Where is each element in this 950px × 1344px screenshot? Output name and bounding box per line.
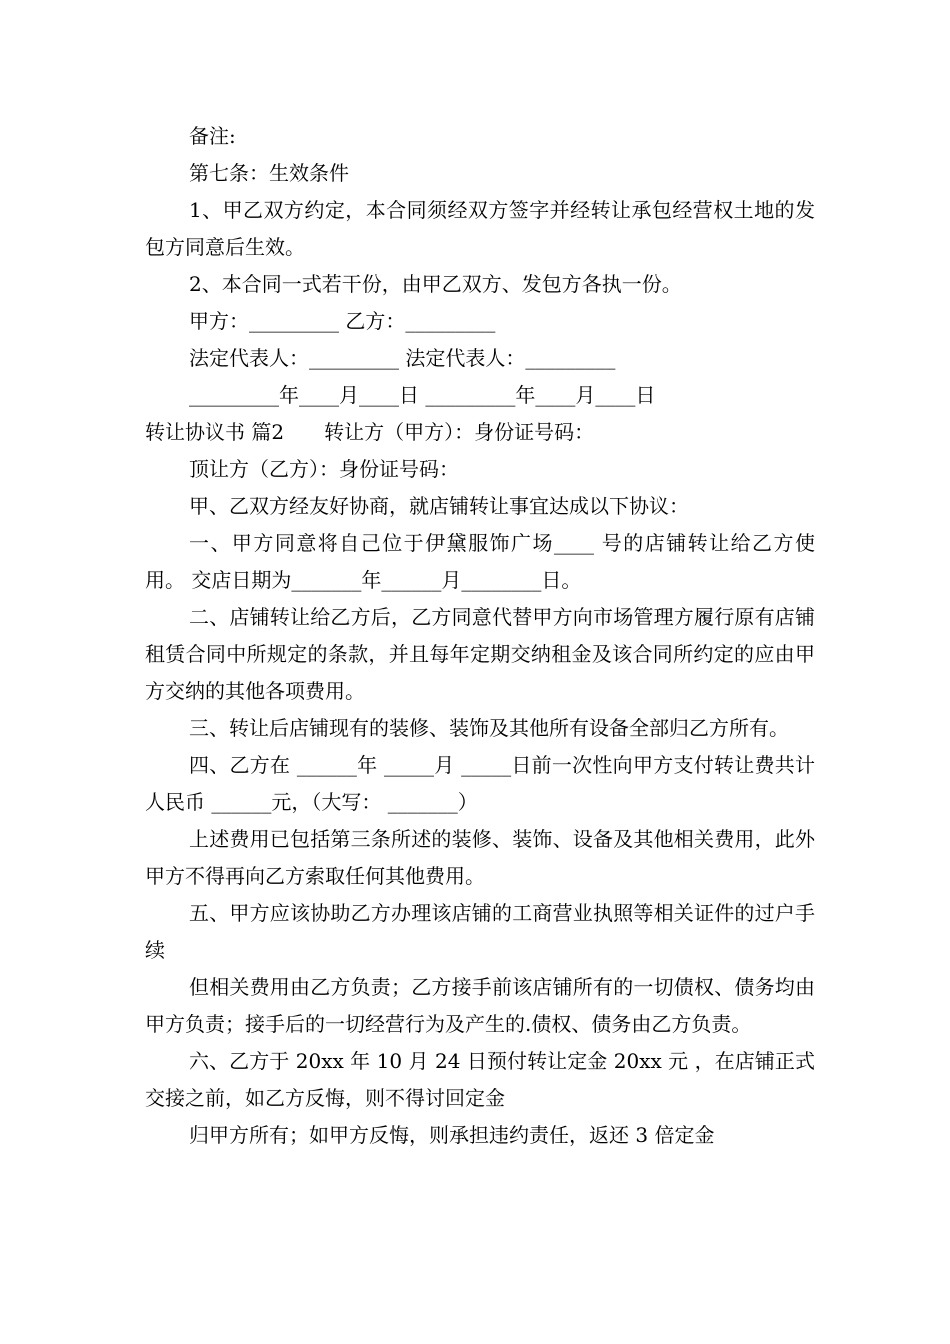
paragraph-transferee: 顶让方（乙方）：身份证号码： bbox=[189, 457, 459, 481]
paragraph-clause-1: 一、甲方同意将自己位于伊黛服饰广场____ 号的店铺转让给乙方使用。 交店日期为_______年______月________日。 bbox=[145, 531, 815, 592]
signature-dates-line: _________年____月____日 _________年____月____日 bbox=[189, 383, 656, 407]
document-body bbox=[145, 118, 815, 1154]
paragraph-clause-5: 五、甲方应该协助乙方办理该店铺的工商营业执照等相关证件的过户手续 bbox=[145, 901, 815, 962]
paragraph-remarks: 备注: bbox=[189, 124, 236, 148]
paragraph-agreement-2-heading: 转让协议书 篇2 转让方（甲方）：身份证号码： bbox=[145, 420, 595, 444]
paragraph-clause-4-note: 上述费用已包括第三条所述的装修、装饰、设备及其他相关费用，此外甲方不得再向乙方索取任何其他费用。 bbox=[145, 827, 815, 888]
signature-representatives-line: 法定代表人：_________ 法定代表人：_________ bbox=[189, 346, 616, 370]
paragraph-preamble: 甲、乙双方经友好协商，就店铺转让事宜达成以下协议： bbox=[189, 494, 689, 518]
paragraph-clause-5-continued: 但相关费用由乙方负责；乙方接手前该店铺所有的一切债权、债务均由甲方负责；接手后的一切经营行为及产生的.债权、债务由乙方负责。 bbox=[145, 975, 815, 1036]
paragraph-clause-2: 二、店铺转让给乙方后，乙方同意代替甲方向市场管理方履行原有店铺租赁合同中所规定的条款，并且每年定期交纳租金及该合同所约定的应由甲方交纳的其他各项费用。 bbox=[145, 605, 815, 703]
paragraph-clause-3: 三、转让后店铺现有的装修、装饰及其他所有设备全部归乙方所有。 bbox=[189, 716, 789, 740]
paragraph-clause-4: 四、乙方在 ______年 _____月 _____日前一次性向甲方支付转让费共计人民币 ______元，（大写： _______） bbox=[145, 753, 815, 814]
signature-parties-line: 甲方：_________ 乙方：_________ bbox=[189, 309, 496, 333]
paragraph-article-7-heading: 第七条：生效条件 bbox=[189, 161, 349, 185]
paragraph-clause-6: 六、乙方于 20xx 年 10 月 24 日预付转让定金 20xx 元 ，在店铺正式交接之前，如乙方反悔，则不得讨回定金 bbox=[145, 1049, 815, 1110]
paragraph-clause-6-continued: 归甲方所有；如甲方反悔，则承担违约责任，返还 3 倍定金 bbox=[189, 1123, 715, 1147]
paragraph-article-7-clause-2: 2、本合同一式若干份，由甲乙双方、发包方各执一份。 bbox=[189, 272, 682, 296]
paragraph-article-7-clause-1: 1、甲乙双方约定，本合同须经双方签字并经转让承包经营权土地的发包方同意后生效。 bbox=[145, 198, 815, 259]
